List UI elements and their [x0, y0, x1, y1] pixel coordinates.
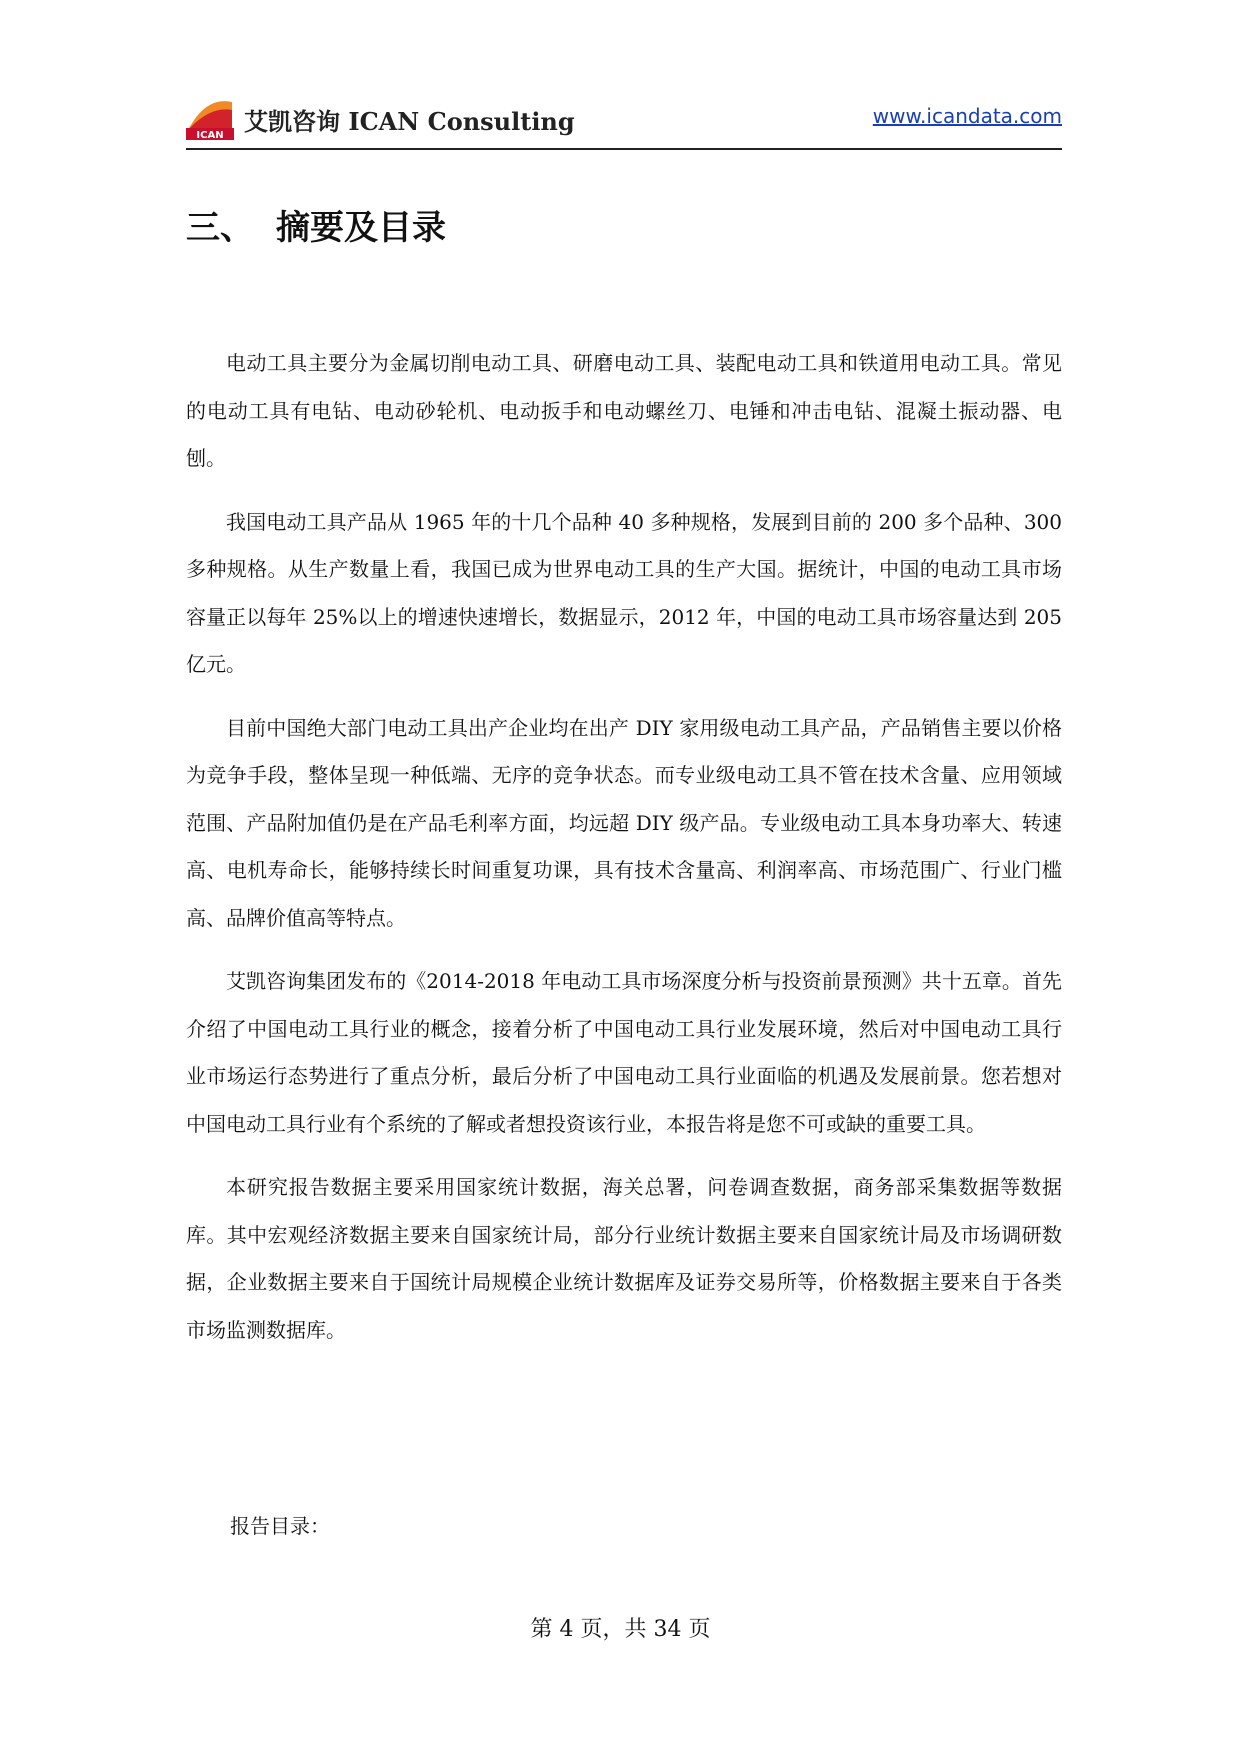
page-header: [186, 88, 1062, 150]
body-text: [186, 340, 1062, 1370]
paragraph: 电动工具主要分为金属切削电动工具、研磨电动工具、装配电动工具和铁道用电动工具。常见的电动工具有电钻、电动砂轮机、电动扳手和电动螺丝刀、电锤和冲击电钻、混凝土振动器、电刨。: [186, 351, 1062, 470]
toc-label: 报告目录：: [230, 1514, 330, 1538]
paragraph: 本研究报告数据主要采用国家统计数据，海关总署，问卷调查数据，商务部采集数据等数据库。其中宏观经济数据主要来自国家统计局，部分行业统计数据主要来自国家统计局及市场调研数据，企业数据主要来自于国统计局规模企业统计数据库及证券交易所等，价格数据主要来自于各类市场监测数据库。: [186, 1175, 1062, 1342]
paragraph: 我国电动工具产品从 1965 年的十几个品种 40 多种规格，发展到目前的 200 多个品种、300 多种规格。从生产数量上看，我国已成为世界电动工具的生产大国。据统计，中国的电动工具市场容量正以每年 25%以上的增速快速增长，数据显示，2012 年，中国的电动工具市场容量达到 205 亿元。: [186, 509, 1062, 676]
paragraph: 目前中国绝大部门电动工具出产企业均在出产 DIY 家用级电动工具产品，产品销售主要以价格为竞争手段，整体呈现一种低端、无序的竞争状态。而专业级电动工具不管在技术含量、应用领域范围、产品附加值仍是在产品毛利率方面，均远超 DIY 级产品。专业级电动工具本身功率大、转速高、电机寿命长，能够持续长时间重复功课，具有技术含量高、利润率高、市场范围广、行业门槛高、品牌价值高等特点。: [186, 715, 1062, 930]
company-name: 艾凯咨询 ICAN Consulting: [244, 107, 575, 136]
paragraph: 艾凯咨询集团发布的《2014-2018 年电动工具市场深度分析与投资前景预测》共十五章。首先介绍了中国电动工具行业的概念，接着分析了中国电动工具行业发展环境，然后对中国电动工具行业市场运行态势进行了重点分析，最后分析了中国电动工具行业面临的机遇及发展前景。您若想对中国电动工具行业有个系统的了解或者想投资该行业，本报告将是您不可或缺的重要工具。: [186, 969, 1062, 1136]
section-number: 三、: [186, 208, 254, 248]
section-title: 摘要及目录: [276, 208, 446, 248]
svg-text:ICAN: ICAN: [196, 130, 224, 140]
website-link[interactable]: www.icandata.com: [872, 104, 1062, 128]
section-heading: [186, 200, 446, 249]
page-footer: 第 4 页，共 34 页: [530, 1617, 711, 1642]
ican-logo: [186, 92, 234, 140]
